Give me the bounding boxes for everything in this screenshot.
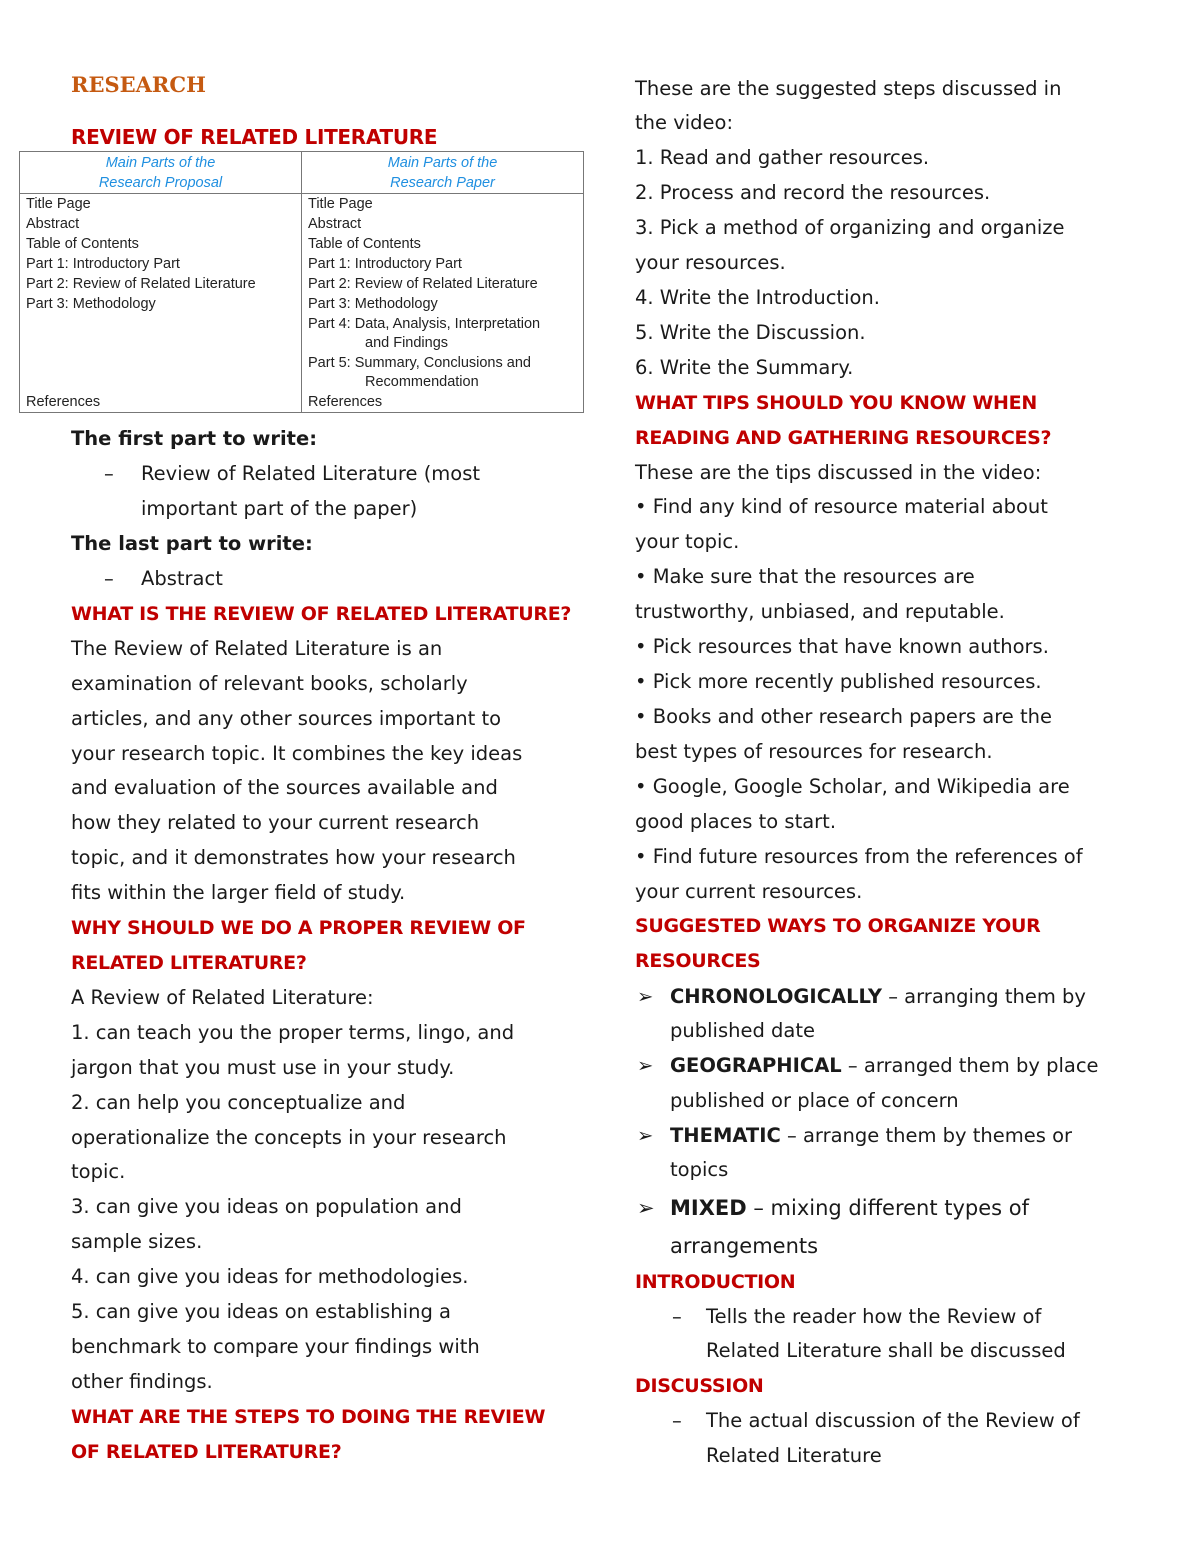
tip-item: • Pick more recently published resources. xyxy=(635,670,1042,693)
tip-item: best types of resources for research. xyxy=(635,740,993,763)
table-header-proposal xyxy=(20,152,301,194)
table-cell: Table of Contents xyxy=(26,236,139,252)
table-cell: Part 1: Introductory Part xyxy=(308,256,462,272)
tip-item: • Find future resources from the references of xyxy=(635,845,1083,868)
table-cell: References xyxy=(308,394,383,410)
arrow-bullet-icon: ➢ xyxy=(637,985,654,1008)
paragraph-line: 4. can give you ideas for methodologies. xyxy=(71,1265,469,1288)
section-title-rrl: REVIEW OF RELATED LITERATURE xyxy=(71,125,438,149)
arrow-bullet-icon: ➢ xyxy=(637,1124,654,1147)
tip-item: your topic. xyxy=(635,530,740,553)
way-term: GEOGRAPHICAL xyxy=(670,1054,842,1077)
paragraph-line: The Review of Related Literature is an xyxy=(71,637,443,660)
way-desc: – arranged them by place xyxy=(841,1054,1099,1077)
tip-item: good places to start. xyxy=(635,810,837,833)
heading-tips: READING AND GATHERING RESOURCES? xyxy=(635,427,1052,449)
heading-steps: OF RELATED LITERATURE? xyxy=(71,1441,342,1463)
table-column-proposal xyxy=(20,152,302,412)
first-part-item: important part of the paper) xyxy=(141,497,418,520)
way-item xyxy=(670,984,1086,1010)
paragraph-line: These are the tips discussed in the video: xyxy=(635,461,1042,484)
paragraph-line: and evaluation of the sources available and xyxy=(71,776,498,799)
paragraph-line: operationalize the concepts in your research xyxy=(71,1126,507,1149)
heading-why: WHY SHOULD WE DO A PROPER REVIEW OF xyxy=(71,917,526,939)
heading-discussion: DISCUSSION xyxy=(635,1375,764,1397)
heading-ways: RESOURCES xyxy=(635,950,761,972)
way-item xyxy=(670,1053,1099,1079)
way-item xyxy=(670,1195,1029,1221)
paragraph-line: how they related to your current research xyxy=(71,811,480,834)
last-part-item: Abstract xyxy=(141,567,223,590)
way-item-cont: published or place of concern xyxy=(670,1089,959,1112)
tip-item: trustworthy, unbiased, and reputable. xyxy=(635,600,1005,623)
table-column-paper xyxy=(302,152,583,412)
paragraph-line: your research topic. It combines the key ideas xyxy=(71,742,523,765)
table-cell: Table of Contents xyxy=(308,236,421,252)
paragraph-line: 5. can give you ideas on establishing a xyxy=(71,1300,451,1323)
heading-ways: SUGGESTED WAYS TO ORGANIZE YOUR xyxy=(635,915,1041,937)
table-cell: Title Page xyxy=(26,196,91,212)
table-header-line: Main Parts of the xyxy=(105,155,216,171)
step-item: 5. Write the Discussion. xyxy=(635,321,866,344)
discussion-item: The actual discussion of the Review of xyxy=(706,1409,1080,1432)
table-cell: References xyxy=(26,394,101,410)
table-cell: Abstract xyxy=(26,216,80,232)
step-item: 1. Read and gather resources. xyxy=(635,146,930,169)
table-cell: Title Page xyxy=(308,196,373,212)
dash-bullet: – xyxy=(104,462,114,485)
step-item: 4. Write the Introduction. xyxy=(635,286,880,309)
step-item: 6. Write the Summary. xyxy=(635,356,854,379)
step-item: your resources. xyxy=(635,251,786,274)
parts-table xyxy=(19,151,584,413)
tip-item: • Find any kind of resource material about xyxy=(635,495,1048,518)
first-part-label: The first part to write: xyxy=(71,427,317,450)
document-title: RESEARCH xyxy=(71,72,206,97)
paragraph-line: examination of relevant books, scholarly xyxy=(71,672,468,695)
table-cell: and Findings xyxy=(365,335,449,351)
table-cell: Part 1: Introductory Part xyxy=(26,256,180,272)
arrow-bullet-icon: ➢ xyxy=(637,1054,654,1077)
paragraph-line: sample sizes. xyxy=(71,1230,203,1253)
table-cell: Part 5: Summary, Conclusions and xyxy=(308,355,531,371)
paragraph-line: articles, and any other sources important to xyxy=(71,707,502,730)
heading-tips: WHAT TIPS SHOULD YOU KNOW WHEN xyxy=(635,392,1037,414)
heading-introduction: INTRODUCTION xyxy=(635,1271,796,1293)
heading-what-is: WHAT IS THE REVIEW OF RELATED LITERATURE? xyxy=(71,603,572,625)
way-item xyxy=(670,1123,1072,1149)
intro-item: Related Literature shall be discussed xyxy=(706,1339,1066,1362)
way-item-cont: arrangements xyxy=(670,1234,819,1258)
dash-bullet: – xyxy=(672,1305,682,1328)
first-part-item: Review of Related Literature (most xyxy=(141,462,481,485)
way-term: CHRONOLOGICALLY xyxy=(670,985,883,1008)
paragraph-line: These are the suggested steps discussed in xyxy=(635,77,1062,100)
tip-item: your current resources. xyxy=(635,880,863,903)
table-cell: Part 4: Data, Analysis, Interpretation xyxy=(308,316,541,332)
table-cell: Recommendation xyxy=(365,374,479,390)
tip-item: • Pick resources that have known authors. xyxy=(635,635,1049,658)
dash-bullet: – xyxy=(672,1409,682,1432)
table-cell: Part 3: Methodology xyxy=(308,296,438,312)
way-term: MIXED xyxy=(670,1196,747,1220)
tip-item: • Make sure that the resources are xyxy=(635,565,975,588)
paragraph-line: topic. xyxy=(71,1160,126,1183)
table-cell: Part 2: Review of Related Literature xyxy=(308,276,538,292)
step-item: 3. Pick a method of organizing and organize xyxy=(635,216,1065,239)
tip-item: • Google, Google Scholar, and Wikipedia are xyxy=(635,775,1070,798)
heading-why: RELATED LITERATURE? xyxy=(71,952,307,974)
last-part-label: The last part to write: xyxy=(71,532,313,555)
discussion-item: Related Literature xyxy=(706,1444,882,1467)
way-term: THEMATIC xyxy=(670,1124,781,1147)
table-header-line: Research Paper xyxy=(390,175,495,191)
paragraph-line: benchmark to compare your findings with xyxy=(71,1335,480,1358)
dash-bullet: – xyxy=(104,567,114,590)
paragraph-line: 2. can help you conceptualize and xyxy=(71,1091,406,1114)
way-desc: – arranging them by xyxy=(882,985,1086,1008)
intro-item: Tells the reader how the Review of xyxy=(706,1305,1042,1328)
arrow-bullet-icon: ➢ xyxy=(637,1196,655,1220)
paragraph-line: the video: xyxy=(635,111,734,134)
way-item-cont: topics xyxy=(670,1158,729,1181)
paragraph-line: 1. can teach you the proper terms, lingo, and xyxy=(71,1021,515,1044)
table-cell: Part 3: Methodology xyxy=(26,296,156,312)
step-item: 2. Process and record the resources. xyxy=(635,181,991,204)
paragraph-line: 3. can give you ideas on population and xyxy=(71,1195,462,1218)
tip-item: • Books and other research papers are the xyxy=(635,705,1052,728)
paragraph-line: A Review of Related Literature: xyxy=(71,986,374,1009)
paragraph-line: topic, and it demonstrates how your research xyxy=(71,846,516,869)
way-item-cont: published date xyxy=(670,1019,816,1042)
table-cell: Part 2: Review of Related Literature xyxy=(26,276,256,292)
table-header-line: Main Parts of the xyxy=(387,155,498,171)
paragraph-line: fits within the larger field of study. xyxy=(71,881,406,904)
table-cell: Abstract xyxy=(308,216,362,232)
heading-steps: WHAT ARE THE STEPS TO DOING THE REVIEW xyxy=(71,1406,546,1428)
way-desc: – mixing different types of xyxy=(746,1196,1030,1220)
paragraph-line: other findings. xyxy=(71,1370,213,1393)
table-header-line: Research Proposal xyxy=(98,175,223,191)
table-header-paper xyxy=(302,152,583,194)
way-desc: – arrange them by themes or xyxy=(780,1124,1073,1147)
paragraph-line: jargon that you must use in your study. xyxy=(71,1056,455,1079)
